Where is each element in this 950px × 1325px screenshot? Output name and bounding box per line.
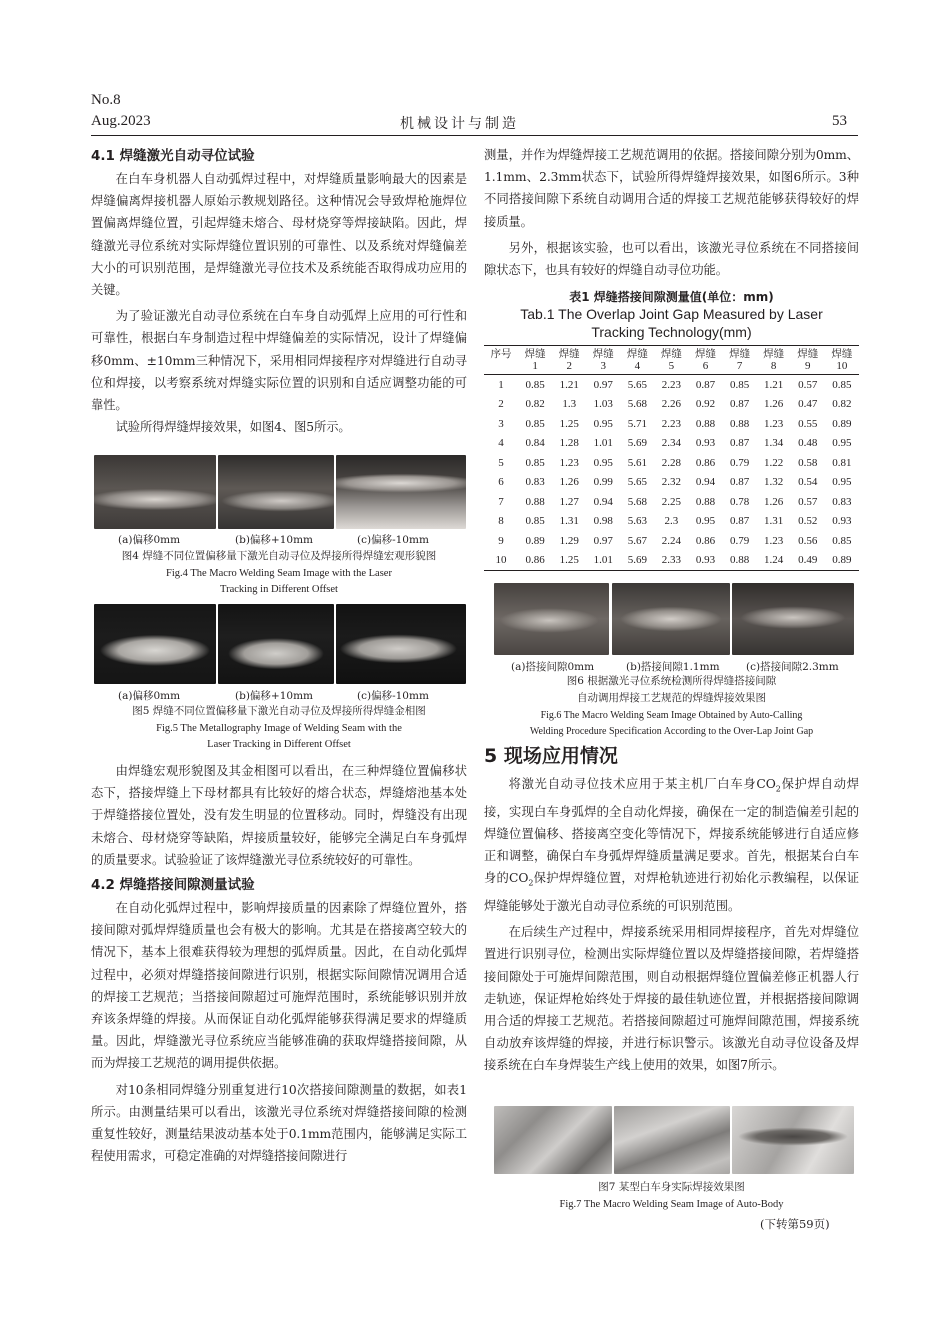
table-row [484, 512, 859, 532]
fig5-photo-c [336, 604, 466, 684]
table-cell: 0.89 [832, 554, 852, 567]
table-cell: 0.88 [695, 495, 716, 508]
table-header-label: 焊缝 [558, 348, 580, 360]
table-cell: 5.61 [627, 456, 647, 469]
table-cell-index: 6 [498, 476, 504, 489]
section-4-1-heading: 4.1 焊缝激光自动寻位试验 [91, 148, 255, 164]
table-cell: 0.88 [729, 554, 750, 567]
fig6-caption-cn-2: 自动调用焊接工艺规范的焊缝焊接效果图 [577, 692, 766, 704]
table-cell: 0.85 [832, 378, 852, 391]
table-row [484, 551, 859, 571]
fig4-sublabel-c: (c)偏移-10mm [357, 534, 429, 546]
table-cell: 2.32 [661, 476, 682, 489]
table-cell: 0.88 [695, 417, 716, 430]
table-cell: 0.47 [798, 398, 818, 411]
table-cell: 0.97 [593, 378, 613, 391]
table-header-label: 焊缝 [626, 348, 648, 360]
table-cell: 1.32 [764, 476, 784, 489]
fig5-caption-cn: 图5 焊缝不同位置偏移量下激光自动寻位及焊接所得焊缝金相图 [132, 705, 426, 717]
table-header-label: 焊缝 [763, 348, 785, 360]
table-cell: 1.31 [559, 515, 579, 528]
fig6-sublabel-c: (c)搭接间隙2.3mm [746, 661, 839, 673]
co2-subscript-1: 2 [775, 784, 781, 794]
table-cell: 0.95 [593, 417, 613, 430]
table-cell: 1.22 [764, 456, 784, 469]
table-cell-index: 5 [498, 456, 504, 469]
table-header-number: 1 [532, 360, 538, 372]
table-cell: 1.28 [559, 437, 579, 450]
table-cell: 0.87 [729, 398, 750, 411]
fig5-sublabel-c: (c)偏移-10mm [357, 690, 429, 702]
fig6-sublabel-b: (b)搭接间隙1.1mm [626, 661, 720, 673]
table-cell: 1.23 [764, 417, 784, 430]
table-header-weld-7 [723, 346, 757, 375]
table1 [484, 345, 859, 571]
table-cell: 0.85 [525, 417, 545, 430]
table-cell: 1.01 [593, 437, 613, 450]
fig6-photo-b [612, 583, 730, 655]
table-cell: 1.25 [559, 554, 579, 567]
co2-subscript-2: 2 [528, 878, 534, 888]
table-cell: 0.85 [525, 378, 545, 391]
table-row [484, 453, 859, 473]
fig5-photo-b [218, 604, 334, 684]
section-4-1-paragraph-1: 在白车身机器人自动弧焊过程中，对焊缝质量影响最大的因素是焊缝偏离焊接机器人原始示教规划路径。这种情况会导致焊枪施焊位置偏离焊缝位置，引起焊缝未熔合、母材烧穿等焊接缺陷。因此，焊缝激光寻位系统对实际焊缝位置识别的可靠性、以及系统对焊缝偏差大小的可识别范围，是焊缝激光寻位技术及系统能否取得成功应用的关键。 [91, 172, 467, 298]
fig7-photo-1 [494, 1106, 612, 1174]
fig5-sublabel-a: (a)偏移0mm [118, 690, 181, 702]
table1-caption-en-2: Tracking Technology(mm) [591, 324, 752, 340]
table-cell: 1.34 [764, 437, 784, 450]
table-cell: 0.79 [729, 534, 750, 547]
table-header-number: 10 [836, 360, 848, 372]
table-cell: 0.89 [525, 534, 545, 547]
table-cell: 2.34 [661, 437, 682, 450]
table-cell: 0.93 [695, 554, 716, 567]
fig5-photo-a [94, 604, 216, 684]
table-header-weld-9 [791, 346, 825, 375]
table-row [484, 492, 859, 512]
fig4-photo-b [218, 455, 334, 529]
table-cell: 0.93 [695, 437, 716, 450]
table-header-number: 7 [736, 360, 743, 372]
table-cell: 0.83 [525, 476, 545, 489]
fig7-photo-2 [614, 1106, 730, 1174]
table-row [484, 434, 859, 454]
table-cell: 0.57 [798, 495, 818, 508]
table-header-weld-3 [586, 346, 620, 375]
fig4-caption-en-1: Fig.4 The Macro Welding Seam Image with the Laser [166, 568, 392, 579]
table-header-number: 2 [566, 360, 572, 372]
table-header-weld-6 [688, 346, 722, 375]
table-header-label: 焊缝 [660, 348, 682, 360]
table-cell: 0.85 [525, 515, 545, 528]
table-header-weld-10 [825, 346, 859, 375]
table-cell: 5.63 [627, 515, 647, 528]
fig4-caption-cn: 图4 焊缝不同位置偏移量下激光自动寻位及焊接所得焊缝宏观形貌图 [121, 550, 437, 562]
section-4-1-paragraph-3: 试验所得焊缝焊接效果，如图4、图5所示。 [115, 420, 351, 435]
table-cell: 0.78 [729, 495, 750, 508]
table-cell: 1.26 [764, 495, 784, 508]
table-cell: 0.82 [832, 398, 852, 411]
fig4-photo-a [94, 455, 216, 529]
section-5-p1-part-b: 保护焊自动焊接，实现白车身弧焊的全自动化焊接，确保在一定的制造偏差引起的焊缝位置偏移、搭接离空变化等情况下，焊接系统能够进行自适应修正和调整，确保白车身弧焊焊缝质量满足要求。首先，根据某台白车身的CO [484, 777, 859, 886]
fig6-caption-en-1: Fig.6 The Macro Welding Seam Image Obtained by Auto-Calling [540, 710, 803, 721]
table-header-number: 8 [770, 360, 777, 372]
table-cell: 1.27 [559, 495, 579, 508]
section-5-heading: 5 现场应用情况 [484, 745, 618, 767]
fig4-sublabel-b: (b)偏移+10mm [235, 534, 313, 546]
table-header-number [484, 360, 518, 372]
table-header-label: 焊缝 [695, 348, 716, 360]
section-5-p1-part-c: 保护焊焊缝位置，对焊枪轨迹进行初始化示教编程，以保证焊缝能够处于激光自动寻位系统的可识别范围。 [484, 871, 859, 913]
table-row [484, 473, 859, 493]
table-cell: 1.03 [593, 398, 613, 411]
table-cell: 0.95 [695, 515, 716, 528]
table-cell: 0.85 [525, 456, 545, 469]
table-cell: 5.69 [627, 554, 647, 567]
figure-discussion-paragraph: 由焊缝宏观形貌图及其金相图可以看出，在三种焊缝位置偏移状态下，搭接焊缝上下母材都具有比较好的熔合状态，焊缝熔池基本处于焊缝搭接位置处，没有发生明显的位置移动。同时，焊缝没有出现未熔合、母材烧穿等缺陷，焊接质量较好，能够完全满足白车身弧焊的质量要求。试验验证了该焊缝激光寻位系统较好的可靠性。 [91, 764, 467, 867]
table-cell-index: 1 [498, 378, 504, 391]
fig4-caption-en-2: Tracking in Different Offset [220, 584, 338, 595]
section-4-2-heading: 4.2 焊缝搭接间隙测量试验 [91, 877, 255, 894]
table-cell: 5.69 [627, 437, 647, 450]
table-cell: 1.01 [593, 554, 613, 567]
table-cell: 0.81 [832, 456, 852, 469]
issue-date: Aug.2023 [91, 113, 151, 129]
table-cell: 5.65 [627, 378, 647, 391]
section-4-1-paragraph-2: 为了验证激光自动寻位系统在白车身自动弧焊上应用的可行性和可靠性，根据白车身制造过程中焊缝偏差的实际情况，设计了焊缝偏移0mm、±10mm三种情况下，采用相同焊接程序对焊缝进行自动寻位和焊接，以考察系统对焊缝实际位置的识别和自适应调整功能的可靠性。 [91, 309, 467, 413]
table-cell: 1.23 [764, 534, 784, 547]
fig5-sublabel-b: (b)偏移+10mm [235, 690, 313, 702]
table-header-weld-4 [620, 346, 654, 375]
fig7-caption-en: Fig.7 The Macro Welding Seam Image of Auto-Body [559, 1199, 784, 1210]
table-row [484, 531, 859, 551]
table-cell: 0.87 [729, 476, 750, 489]
table-cell: 1.21 [764, 378, 784, 391]
table-header-weld-8 [757, 346, 791, 375]
page-number: 53 [832, 113, 847, 129]
table-row [484, 395, 859, 415]
table-cell: 2.25 [661, 495, 682, 508]
table-cell: 0.56 [798, 534, 818, 547]
table-cell: 1.3 [562, 398, 577, 411]
table-cell: 0.89 [832, 417, 852, 430]
table-cell: 5.65 [627, 476, 647, 489]
table-cell: 0.83 [832, 495, 852, 508]
table-cell: 0.95 [832, 437, 852, 450]
table-cell: 0.55 [798, 417, 818, 430]
table-header-label: 序号 [490, 348, 512, 360]
table-cell: 0.87 [729, 515, 750, 528]
table-cell: 0.95 [593, 456, 613, 469]
table-header-number: 9 [804, 360, 811, 372]
table-header-number: 5 [668, 360, 675, 372]
table-cell: 5.67 [627, 534, 647, 547]
table-cell: 0.58 [798, 456, 818, 469]
table-cell-index: 4 [498, 437, 504, 450]
table-cell: 0.93 [832, 515, 852, 528]
table-header-weld-2 [552, 346, 586, 375]
issue-number: No.8 [91, 92, 121, 108]
table1-caption-en-1: Tab.1 The Overlap Joint Gap Measured by Laser [520, 306, 823, 322]
table1-caption-cn: 表1 焊缝搭接间隙测量值(单位：mm) [569, 290, 774, 304]
table-cell: 0.97 [593, 534, 613, 547]
table-cell: 0.87 [695, 378, 716, 391]
table-cell: 2.3 [664, 515, 679, 528]
fig7-caption-cn: 图7 某型白车身实际焊接效果图 [598, 1181, 745, 1193]
table-cell: 0.94 [593, 495, 613, 508]
table-header-label: 焊缝 [729, 348, 751, 360]
table-cell: 0.82 [525, 398, 545, 411]
table-cell: 0.79 [729, 456, 750, 469]
left-column-lower [91, 760, 467, 1167]
right-column [484, 144, 859, 281]
table-cell: 1.26 [559, 476, 579, 489]
continued-note: (下转第59页) [760, 1217, 830, 1231]
table-cell: 0.92 [695, 398, 716, 411]
table-cell: 0.99 [593, 476, 613, 489]
table-cell-index: 2 [498, 398, 504, 411]
table-cell: 1.24 [764, 554, 784, 567]
table-header-label: 焊缝 [592, 348, 614, 360]
header-rule [91, 135, 858, 136]
table-cell: 5.68 [627, 398, 647, 411]
table-header-weld-1 [518, 346, 552, 375]
table-row [484, 414, 859, 434]
left-column [91, 144, 467, 438]
table-cell: 0.86 [695, 456, 716, 469]
table-header-label: 焊缝 [524, 348, 546, 360]
section-4-2-paragraph-1: 在自动化弧焊过程中，影响焊接质量的因素除了焊缝位置外，搭接间隙对弧焊焊缝质量也会有极大的影响。尤其是在搭接离空较大的情况下，基本上很难获得较为理想的弧焊质量。因此，在自动化弧焊过程中，必须对焊缝搭接间隙进行识别，根据实际间隙情况调用合适的焊接工艺规范；当搭接间隙超过可施焊范围时，系统能够识别并放弃该条焊缝的焊接。从而保证自动化弧焊能够获得满足要求的焊缝质量。因此，焊缝激光寻位系统应当能够准确的获取焊缝搭接间隙，从而为焊接工艺规范的调用提供依据。 [91, 901, 467, 1071]
table-cell: 5.68 [627, 495, 647, 508]
section-4-2-paragraph-2: 对10条相同焊缝分别重复进行10次搭接间隙测量的数据，如表1所示。由测量结果可以看出，该激光寻位系统对焊缝搭接间隙的检测重复性较好，测量结果波动基本处于0.1mm范围内，能够满足实际工程使用需求，可稳定准确的对焊缝搭接间隙进行 [91, 1082, 467, 1164]
table-cell: 0.98 [593, 515, 613, 528]
table-header-row [484, 346, 859, 375]
fig5-caption-en-2: Laser Tracking in Different Offset [207, 739, 351, 750]
table-cell: 0.85 [832, 534, 852, 547]
table-cell: 2.23 [661, 417, 682, 430]
table-cell-index: 8 [498, 515, 504, 528]
right-continuation-paragraph: 测量，并作为焊缝焊接工艺规范调用的依据。搭接间隙分别为0mm、1.1mm、2.3mm状态下，试验所得焊缝焊接效果，如图6所示。3种不同搭接间隙下系统自动调用合适的焊接工艺规范能够获得较好的焊接质量。 [484, 148, 859, 229]
section-5 [484, 742, 859, 1077]
table-header-number: 3 [600, 360, 607, 372]
fig7-photo-3 [732, 1106, 854, 1174]
journal-title: 机械设计与制造 [400, 116, 519, 132]
table-cell: 0.88 [525, 495, 545, 508]
table-header-number: 4 [634, 360, 641, 372]
table-header-number: 6 [702, 360, 709, 372]
table-cell: 0.52 [798, 515, 818, 528]
fig5-caption-en-1: Fig.5 The Metallography Image of Welding Seam with the [156, 723, 402, 734]
table-cell: 1.29 [559, 534, 579, 547]
table-cell: 0.95 [832, 476, 852, 489]
section-5-paragraph-2: 在后续生产过程中，焊接系统采用相同焊接程序，首先对焊缝位置进行识别寻位，检测出实际焊缝位置以及焊缝搭接间隙，若焊缝搭接间隙处于可施焊间隙范围，则自动根据焊缝位置偏差修正机器人行走轨迹，保证焊枪始终处于焊接的最佳轨迹位置，并根据搭接间隙调用合适的焊接工艺规范。若搭接间隙超过可施焊间隙范围，焊接系统自动放弃该焊缝的焊接，并进行标识警示。该激光自动寻位设备及焊接系统在白车身焊装生产线上使用的效果，如图7所示。 [484, 925, 859, 1073]
fig6-sublabel-a: (a)搭接间隙0mm [511, 661, 595, 673]
table-cell: 2.28 [661, 456, 682, 469]
fig6-photo-c [732, 583, 854, 655]
table-cell: 0.54 [798, 476, 818, 489]
table-cell: 0.87 [729, 437, 750, 450]
table-cell: 1.21 [559, 378, 579, 391]
table-cell-index: 3 [498, 417, 504, 430]
table-cell: 1.25 [559, 417, 579, 430]
table-cell: 0.84 [525, 437, 545, 450]
table-cell: 1.23 [559, 456, 579, 469]
section-5-paragraph-1 [484, 773, 859, 917]
table-header-label: 焊缝 [831, 348, 853, 360]
section-5-p1-part-a: 将激光自动寻位技术应用于某主机厂白车身CO [508, 777, 776, 791]
table-header-weld-5 [654, 346, 688, 375]
table-cell: 0.48 [798, 437, 818, 450]
table-cell: 0.94 [695, 476, 716, 489]
table-cell: 2.24 [661, 534, 682, 547]
right-paragraph-2: 另外，根据该实验，也可以看出，该激光寻位系统在不同搭接间隙状态下，也具有较好的焊缝自动寻位功能。 [484, 240, 859, 278]
table-cell: 5.71 [627, 417, 647, 430]
fig4-sublabel-a: (a)偏移0mm [118, 534, 181, 546]
table-cell: 0.86 [695, 534, 716, 547]
fig4-photo-c [336, 455, 466, 529]
table-cell-index: 7 [498, 495, 504, 508]
table-header-index [484, 346, 518, 375]
table-header-label: 焊缝 [797, 348, 819, 360]
table-cell-index: 10 [495, 554, 507, 567]
fig6-photo-a [494, 583, 609, 655]
table-cell: 2.26 [661, 398, 682, 411]
table-cell-index: 9 [498, 534, 504, 547]
table-cell: 0.49 [798, 554, 818, 567]
fig6-caption-en-2: Welding Procedure Specification According to the Over-Lap Joint Gap [529, 726, 814, 737]
table-cell: 2.33 [661, 554, 682, 567]
table-cell: 0.86 [525, 554, 545, 567]
table-cell: 2.23 [661, 378, 682, 391]
table-row [484, 375, 859, 395]
table-cell: 0.57 [798, 378, 818, 391]
table-cell: 0.88 [729, 417, 750, 430]
table-cell: 1.26 [764, 398, 784, 411]
fig6-caption-cn-1: 图6 根据激光寻位系统检测所得焊缝搭接间隙 [566, 675, 777, 687]
table-cell: 1.31 [764, 515, 784, 528]
table-cell: 0.85 [729, 378, 750, 391]
